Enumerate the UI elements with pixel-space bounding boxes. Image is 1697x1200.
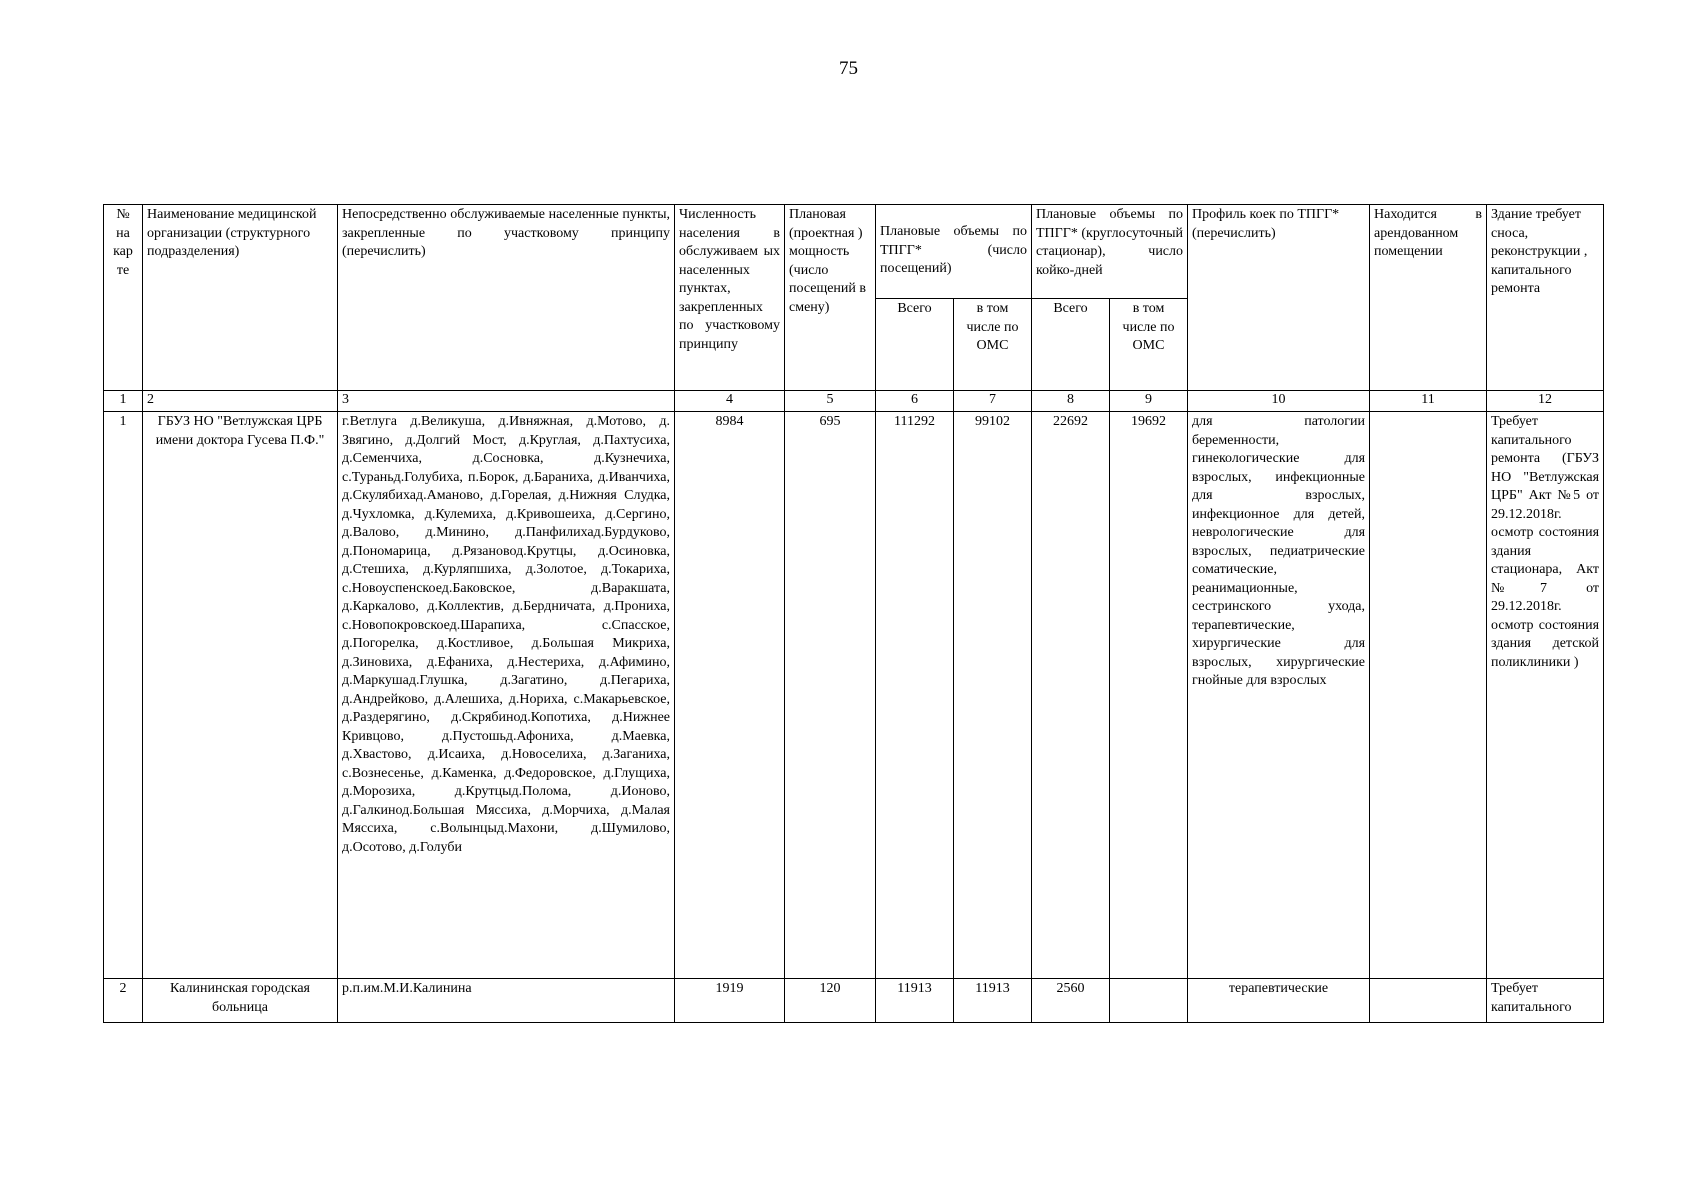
column-number: 3 [338,391,675,412]
bed-profile-list: терапевтические [1188,979,1370,1023]
header-col-8-9: Плановые объемы по ТПГГ* (круглосуточный стационар), число койко-дней [1032,205,1188,299]
beddays-oms-value [1110,979,1188,1023]
header-col-3: Непосредственно обслуживаемые населенные пункты, закрепленные по участковому принципу (перечислить) [338,205,675,391]
row-number: 2 [104,979,143,1023]
organization-name: Калининская городская больница [143,979,338,1023]
header-col-11: Находится в арендованном помещении [1370,205,1487,391]
visits-total-value: 11913 [876,979,954,1023]
column-number: 7 [954,391,1032,412]
column-number: 12 [1487,391,1604,412]
organization-name: ГБУЗ НО "Ветлужская ЦРБ имени доктора Гусева П.Ф." [143,412,338,979]
settlements-list: р.п.им.М.И.Калинина [338,979,675,1023]
header-col-4: Численность населения в обслуживаем ых населенных пунктах, закрепленных по участковому принципу [675,205,785,391]
header-col-6: Всего [876,299,954,391]
column-number: 10 [1188,391,1370,412]
column-number: 6 [876,391,954,412]
header-col-2: Наименование медицинской организации (структурного подразделения) [143,205,338,391]
column-number-row [104,391,1604,412]
population-value: 1919 [675,979,785,1023]
rented-value [1370,979,1487,1023]
settlements-list: г.Ветлуга д.Великуша, д.Ивняжная, д.Мотово, д. Звягино, д.Долгий Мост, д.Круглая, д.Пахтусиха, д.Семенчиха, д.Сосновка, д.Кузнечиха, с.Тураньд.Голубиха, п.Борок, д.Бараниха, д.Иванчиха, д.Скулябихад.Аманово, д.Горелая, д.Нижняя Слудка, д.Чухломка, д.Кулемиха, д.Кривошеиха, д.Сергино, д.Валово, д.Минино, д.Панфилихад.Бурдуково, д.Пономарица, д.Рязановод.Крутцы, д.Осиновка, д.Стешиха, д.Курляпшиха, д.Золотое, д.Токариха, с.Новоуспенскоед.Баковское, д.Варакшата, д.Каркалово, д.Коллектив, д.Бердничата, д.Прониха, с.Новопокровскоед.Шарапиха, с.Спасское, д.Погорелка, д.Костливое, д.Большая Микриха, д.Зиновиха, д.Ефаниха, д.Нестериха, д.Афимино, д.Маркушад.Глушка, д.Загатино, д.Пегариха, д.Андрейково, д.Алешиха, д.Нориха, с.Макарьевское, д.Раздерягино, д.Скрябинод.Копотиха, д.Нижнее Кривцово, д.Пустошьд.Афониха, д.Маевка, д.Хвастово, д.Исаиха, д.Новоселиха, д.Заганиха, с.Вознесенье, д.Каменка, д.Федоровское, д.Глущиха, д.Морозиха, д.Крутцыд.Полома, д.Ионово, д.Галкинод.Большая Мяссиха, д.Морчиха, д.Малая Мяссиха, с.Волынцыд.Махони, д.Шумилово, д.Осотово, д.Голуби [338,412,675,979]
building-status: Требует капитального [1487,979,1604,1023]
visits-oms-value: 99102 [954,412,1032,979]
table-row [104,412,1604,979]
visits-total-value: 111292 [876,412,954,979]
visits-oms-value: 11913 [954,979,1032,1023]
rented-value [1370,412,1487,979]
column-number: 4 [675,391,785,412]
column-number: 2 [143,391,338,412]
capacity-value: 120 [785,979,876,1023]
header-col-7: в том числе по ОМС [954,299,1032,391]
beddays-total-value: 2560 [1032,979,1110,1023]
header-col-6-7: Плановые объемы по ТПГГ* (число посещений) [876,205,1032,299]
header-col-9: в том числе по ОМС [1110,299,1188,391]
column-number: 1 [104,391,143,412]
facilities-table [103,204,1604,1023]
column-number: 5 [785,391,876,412]
page-number: 75 [839,58,858,79]
bed-profile-list: для патологии беременности, гинекологические для взрослых, инфекционные для взрослых, инфекционное для детей, неврологические для взрослых, педиатрические соматические, реанимационные, сестринского ухода, терапевтические, хирургические для взрослых, хирургические гнойные для взрослых [1188,412,1370,979]
beddays-total-value: 22692 [1032,412,1110,979]
header-row-1 [104,205,1604,299]
column-number: 9 [1110,391,1188,412]
header-col-5: Плановая (проектная ) мощность (число посещений в смену) [785,205,876,391]
population-value: 8984 [675,412,785,979]
column-number: 11 [1370,391,1487,412]
capacity-value: 695 [785,412,876,979]
header-col-12: Здание требует сноса, реконструкции , капитального ремонта [1487,205,1604,391]
building-status: Требует капитального ремонта (ГБУЗ НО "Ветлужская ЦРБ" Акт №5 от 29.12.2018г. осмотр состояния здания стационара, Акт №7 от 29.12.2018г. осмотр состояния здания детской поликлиники ) [1487,412,1604,979]
column-number: 8 [1032,391,1110,412]
row-number: 1 [104,412,143,979]
header-col-1: № на кар те [104,205,143,391]
header-col-10: Профиль коек по ТПГГ* (перечислить) [1188,205,1370,391]
beddays-oms-value: 19692 [1110,412,1188,979]
header-col-8: Всего [1032,299,1110,391]
table-row [104,979,1604,1023]
